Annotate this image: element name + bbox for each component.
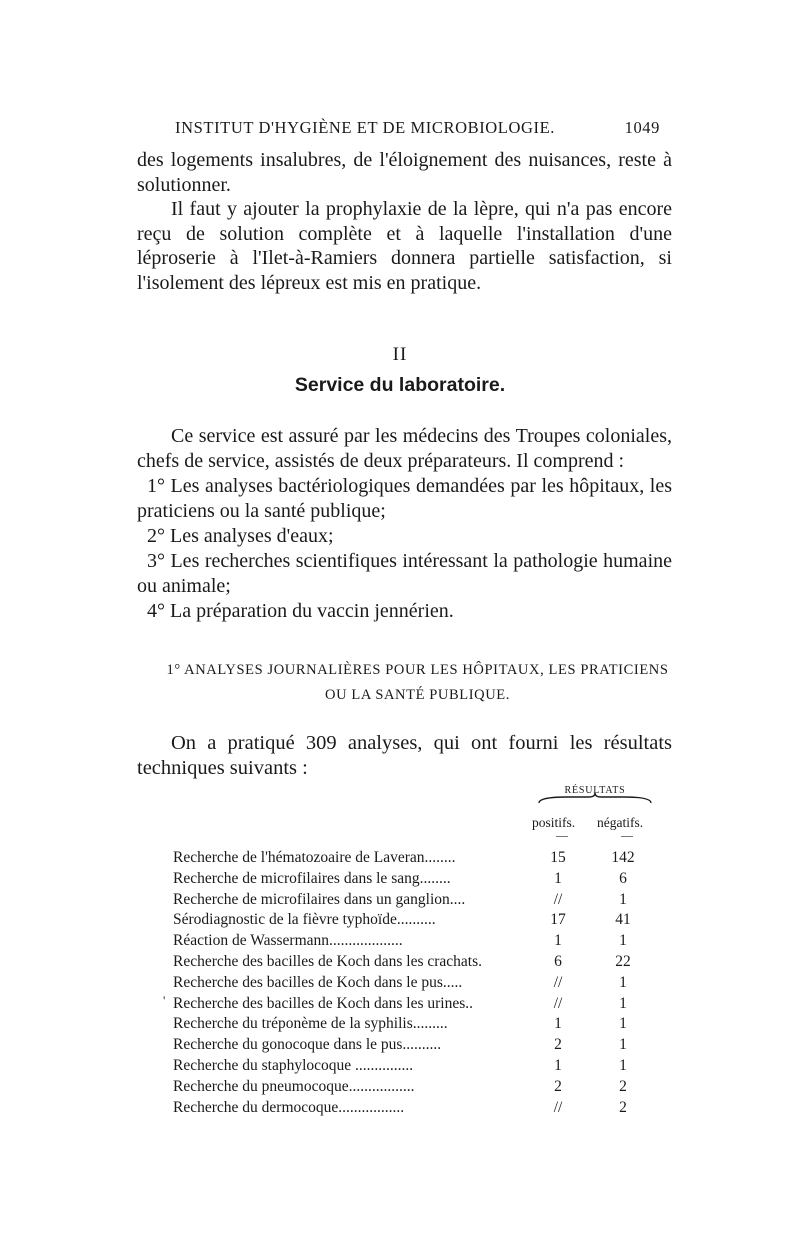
negative-count: 41 [615,911,631,929]
service-text [137,424,672,624]
table-row [173,1077,653,1098]
negative-count: 1 [619,973,627,991]
table-row [173,973,653,994]
section-number: II [392,344,408,365]
row-label: Sérodiagnostic de la fièvre typhoïde.......... [173,911,436,929]
positive-count: 1 [554,1056,562,1074]
table-row [173,1056,653,1077]
table-row [173,952,653,973]
row-label: Recherche des bacilles de Koch dans les urines.. [173,994,473,1012]
column-header-positive: positifs. [532,815,576,830]
row-label: Recherche des bacilles de Koch dans les crachats. [173,952,483,970]
positive-count: 1 [554,1015,562,1033]
page-number: 1049 [624,118,660,137]
negative-count: 2 [619,1098,627,1116]
row-label: Recherche du staphylocoque ............... [173,1056,414,1074]
subsection-heading-line: OU LA SANTÉ PUBLIQUE. [325,687,510,703]
positive-count: 1 [554,869,562,887]
section-title: Service du laboratoire. [294,374,506,396]
list-item: 4° La préparation du vaccin jennérien. [147,600,454,622]
list-item: 1° Les analyses bactériologiques demandées par les hôpitaux, les praticiens ou la santé publique; [137,475,672,522]
table-row [173,1098,653,1119]
positive-count: // [553,994,563,1012]
table-row [173,1014,653,1035]
negative-count: 6 [619,869,627,887]
positive-count: 17 [550,911,566,929]
table-row [173,1035,653,1056]
row-label: Réaction de Wassermann................... [173,932,403,950]
positive-count: 2 [554,1077,562,1095]
negative-count: 1 [619,994,627,1012]
table-row [173,994,653,1015]
positive-count: 15 [550,849,566,866]
list-item: 3° Les recherches scientifiques intéressant la pathologie humaine ou animale; [137,550,672,597]
paragraph: des logements insalubres, de l'éloignement des nuisances, reste à solutionner. [137,149,672,196]
positive-count: // [553,973,563,991]
paragraph: Ce service est assuré par les médecins des Troupes coloniales, chefs de service, assistés de deux préparateurs. Il comprend : [137,425,672,472]
negative-count: 1 [619,1015,627,1033]
row-label: Recherche du gonocoque dans le pus.......... [173,1036,442,1054]
negative-count: 1 [619,1056,627,1074]
negative-count: 142 [611,849,635,866]
negative-count: 1 [619,890,627,908]
header-title: INSTITUT D'HYGIÈNE ET DE MICROBIOLOGIE. [175,118,556,137]
row-label: Recherche de microfilaires dans le sang........ [173,869,451,887]
table-row [173,910,653,931]
subsection-heading-line: 1° ANALYSES JOURNALIÈRES POUR LES HÔPITAUX, LES PRATICIENS [166,662,669,678]
row-label: Recherche du pneumocoque................. [173,1077,415,1095]
subsection-heading [160,658,675,708]
paragraph: On a pratiqué 309 analyses, qui ont fourni les résultats techniques suivants : [137,732,672,779]
row-label: Recherche du tréponème de la syphilis......... [173,1015,448,1033]
intro-text [137,148,672,295]
list-item: 2° Les analyses d'eaux; [147,525,334,547]
positive-count: 1 [554,932,562,950]
table-row [173,931,653,952]
positive-count: // [553,890,563,908]
column-header-negative: négatifs. [597,815,644,830]
table-row [173,890,653,911]
row-label: Recherche du dermocoque................. [173,1098,405,1116]
negative-count: 1 [619,1036,627,1054]
positive-count: 6 [554,952,562,970]
paragraph: Il faut y ajouter la prophylaxie de la lèpre, qui n'a pas encore reçu de solution complète et à laquelle l'installation d'une léproserie à l'Ilet-à-Ramiers donnera partielle satisfaction, si l'isolement des lépreux est mis en pratique. [137,198,672,294]
column-rule: — [621,828,633,842]
positive-count: // [553,1098,563,1116]
results-group-header: RÉSULTATS [564,785,626,796]
row-label: Recherche de microfilaires dans un ganglion.... [173,890,466,908]
table-row [173,848,653,869]
negative-count: 2 [619,1077,627,1095]
row-label: Recherche des bacilles de Koch dans le pus..... [173,973,463,991]
table-row [173,869,653,890]
results-table [173,848,653,1118]
negative-count: 1 [619,932,627,950]
column-rule: — [556,828,568,842]
negative-count: 22 [615,952,631,970]
row-label: Recherche de l'hématozoaire de Laveran........ [173,849,456,866]
results-brace [537,793,653,805]
analyses-intro [137,731,672,781]
margin-tick-mark: ' [163,993,166,1008]
positive-count: 2 [554,1036,562,1054]
